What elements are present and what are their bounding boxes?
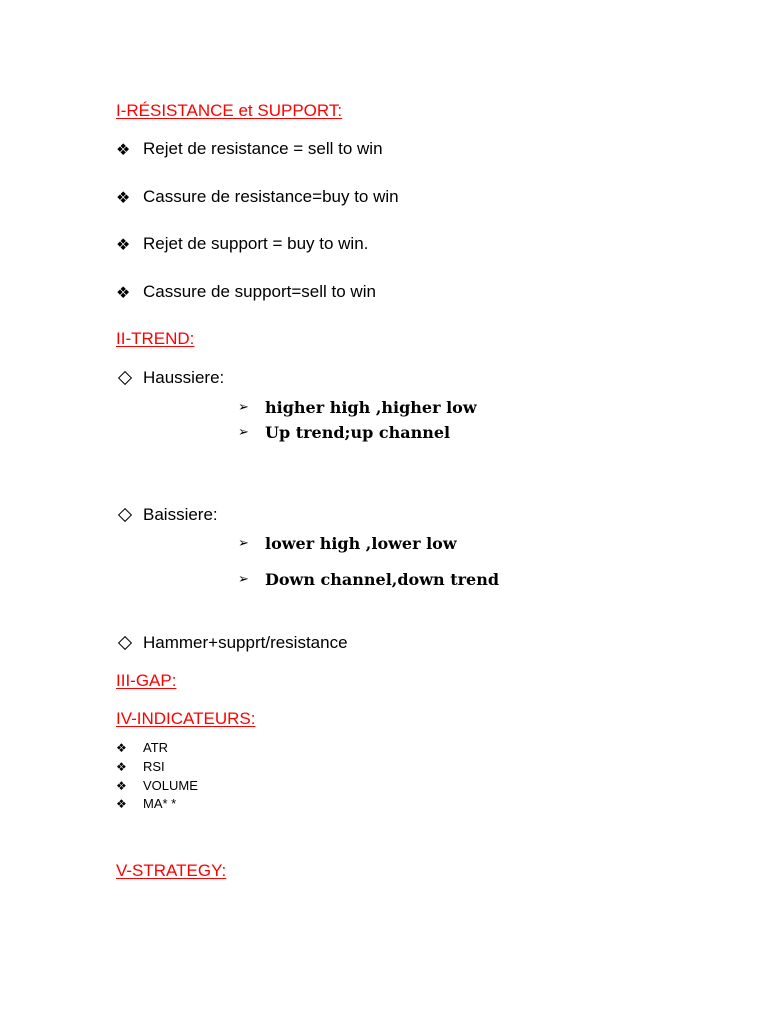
four-diamond-bullet-icon: ❖ <box>116 740 127 755</box>
sub-list-item <box>238 534 457 553</box>
four-diamond-bullet-icon: ❖ <box>116 778 127 793</box>
diamond-bullet-icon <box>116 371 143 385</box>
arrow-bullet-icon: ➢ <box>238 572 249 587</box>
list-item-text: VOLUME <box>143 778 198 793</box>
list-item-text: ATR <box>143 740 169 755</box>
list-item <box>116 778 198 793</box>
four-diamond-bullet-icon: ❖ <box>116 282 131 302</box>
four-diamond-bullet-icon: ❖ <box>116 234 131 254</box>
list-item-text: Baissiere: <box>143 505 218 524</box>
arrow-bullet-icon: ➢ <box>238 400 249 415</box>
heading-strategy: V-STRATEGY: <box>116 861 227 880</box>
list-item <box>116 139 383 159</box>
list-item-haussiere <box>116 368 224 388</box>
four-diamond-bullet-icon: ❖ <box>116 139 131 159</box>
list-item-text: Rejet de resistance = sell to win <box>143 139 383 158</box>
list-item-hammer <box>116 633 348 653</box>
heading-indicateurs: IV-INDICATEURS: <box>116 709 256 728</box>
heading-gap: III-GAP: <box>116 671 177 690</box>
list-item-baissiere <box>116 505 218 525</box>
sub-list-item <box>238 398 477 417</box>
list-item <box>116 796 176 811</box>
list-item-text: Haussiere: <box>143 368 225 387</box>
sub-list-item-text: Down channel,down trend <box>265 570 500 589</box>
list-item-text: Hammer+supprt/resistance <box>143 633 348 652</box>
four-diamond-bullet-icon: ❖ <box>116 796 127 811</box>
sub-list-item <box>238 423 450 442</box>
list-item-text: Cassure de support=sell to win <box>143 282 376 301</box>
four-diamond-bullet-icon: ❖ <box>116 187 131 207</box>
list-item <box>116 740 168 755</box>
diamond-bullet-icon <box>116 508 143 522</box>
heading-resistance-support: I-RÉSISTANCE et SUPPORT: <box>116 101 343 120</box>
arrow-bullet-icon: ➢ <box>238 536 249 551</box>
sub-list-item-text: Up trend;up channel <box>265 423 451 442</box>
sub-list-item-text: higher high ,higher low <box>265 398 477 417</box>
list-item <box>116 282 376 302</box>
diamond-bullet-icon <box>116 636 143 650</box>
sub-list-item <box>238 570 499 589</box>
list-item <box>116 759 165 774</box>
heading-trend: II-TREND: <box>116 329 195 348</box>
list-item-text: MA* * <box>143 796 177 811</box>
list-item <box>116 187 399 207</box>
list-item-text: Rejet de support = buy to win. <box>143 234 369 253</box>
four-diamond-bullet-icon: ❖ <box>116 759 127 774</box>
list-item-text: Cassure de resistance=buy to win <box>143 187 399 206</box>
list-item-text: RSI <box>143 759 165 774</box>
list-item <box>116 234 368 254</box>
arrow-bullet-icon: ➢ <box>238 425 249 440</box>
sub-list-item-text: lower high ,lower low <box>265 534 457 553</box>
